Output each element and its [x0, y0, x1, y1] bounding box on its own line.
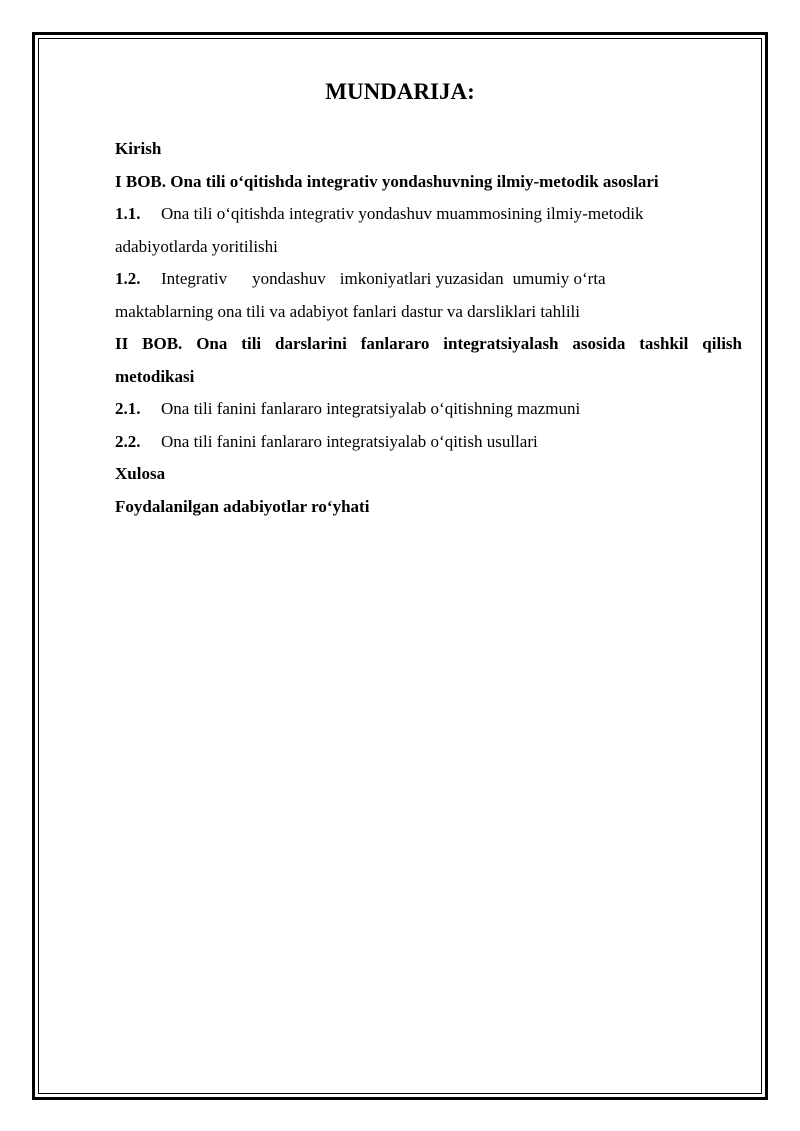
table-of-contents — [115, 133, 742, 523]
toc-section-1-1 — [115, 198, 742, 231]
section-number: 1.2. — [115, 269, 141, 288]
toc-chapter-2: II BOB. Ona tili darslarini fanlararo integratsiyalash asosida tashkil qilish — [115, 334, 742, 353]
toc-references: Foydalanilgan adabiyotlar ro‘yhati — [115, 496, 370, 516]
toc-introduction: Kirish — [115, 139, 162, 158]
toc-section-1-2-continued: maktablarning ona tili va adabiyot fanlari dastur va darsliklari tahlili — [115, 301, 580, 321]
section-title-word: umumiy o‘rta — [512, 269, 606, 288]
section-number: 2.1. — [115, 399, 141, 418]
toc-section-2-1 — [115, 393, 742, 426]
section-title: Ona tili o‘qitishda integrativ yondashuv muammosining ilmiy-metodik — [161, 204, 644, 223]
section-title-word: imkoniyatlari yuzasidan — [339, 269, 504, 288]
toc-chapter-2-continued: metodikasi — [115, 366, 195, 386]
section-title: Ona tili fanini fanlararo integratsiyalab o‘qitishning mazmuni — [161, 399, 581, 418]
toc-section-2-2 — [115, 426, 742, 459]
toc-conclusion: Xulosa — [115, 464, 166, 483]
section-title-word: yondashuv — [252, 269, 326, 288]
toc-chapter-1: I BOB. Ona tili o‘qitishda integrativ yondashuvning ilmiy-metodik asoslari — [115, 171, 659, 191]
section-title: Ona tili fanini fanlararo integratsiyalab o‘qitish usullari — [161, 431, 538, 451]
section-number: 1.1. — [115, 204, 141, 223]
section-title-word: Integrativ — [161, 269, 228, 288]
section-number: 2.2. — [115, 431, 141, 451]
toc-section-1-1-continued: adabiyotlarda yoritilishi — [115, 236, 278, 256]
toc-section-1-2 — [115, 263, 742, 296]
page-title: MUNDARIJA: — [325, 79, 475, 104]
